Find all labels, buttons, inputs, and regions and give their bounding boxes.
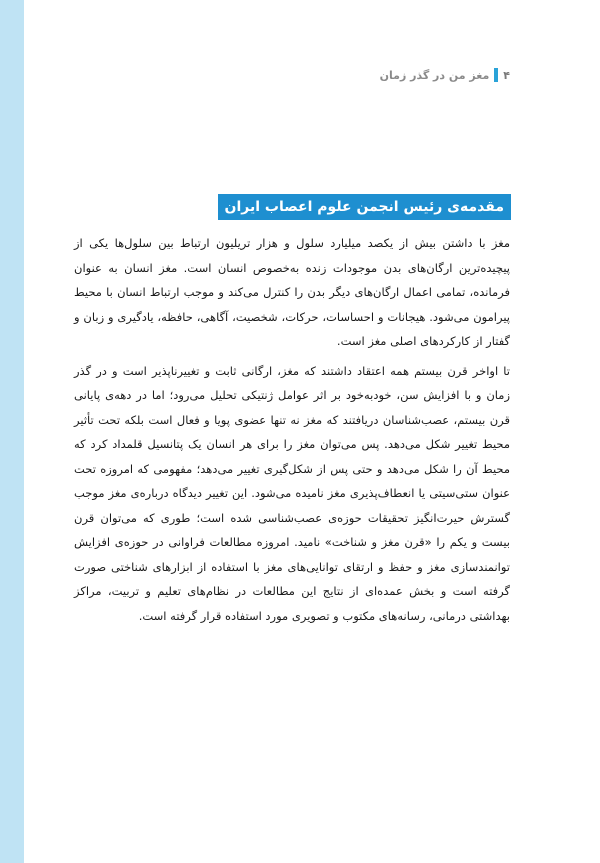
body-text bbox=[74, 231, 510, 633]
book-title: مغز من در گذر زمان bbox=[379, 68, 490, 82]
header-accent-bar bbox=[494, 68, 498, 82]
section-heading: مقدمه‌ی رئیس انجمن علوم اعصاب ایران bbox=[218, 194, 511, 220]
running-header bbox=[380, 68, 510, 82]
paragraph: مغز با داشتن بیش از یکصد میلیارد سلول و هزار تریلیون ارتباط بین سلول‌ها یکی از پیچیده‌ترین ارگان‌های بدن موجودات زنده به‌خصوص انسان است. مغز انسان به عنوان فرمانده، تمامی اعمال ارگان‌های دیگر بدن را کنترل می‌کند و موجب ارتباط انسان با محیط پیرامون می‌شود. هیجانات و احساسات، حرکات، شخصیت، آگاهی، حافظه، یادگیری و زبان و گفتار از کارکردهای اصلی مغز است. bbox=[74, 236, 510, 348]
paragraph: تا اواخر قرن بیستم همه اعتقاد داشتند که مغز، ارگانی ثابت و تغییرناپذیر است و در گذر زمان و با افزایش سن، خودبه‌خود بر اثر عوامل ژنتیکی تحلیل می‌رود؛ اما در دهه‌ی پایانی قرن بیستم، عصب‌شناسان دریافتند که مغز نه تنها عضوی پویا و فعال است بلکه تحت تأثیر محیط تغییر شکل می‌دهد. پس می‌توان مغز را برای هر انسان یک پتانسیل قلمداد کرد که محیط آن را شکل می‌دهد و حتی پس از شکل‌گیری تغییر می‌دهد؛ مفهومی که امروزه تحت عنوان ستی‌سیتی یا انعطاف‌پذیری مغز نامیده می‌شود. این تغییر دیدگاه درباره‌ی مغز موجب گسترش حیرت‌انگیز تحقیقات حوزه‌ی عصب‌شناسی شده است؛ طوری که می‌توان قرن بیست و یکم را «قرن مغز و شناخت» نامید. امروزه مطالعات فراوانی در حوزه‌ی افزایش توانمندسازی مغز و حفظ و ارتقای توانایی‌های مغز با استفاده از ابزارهای شناختی صورت گرفته است و بخش عمده‌ای از نتایج این مطالعات در نظام‌های تعلیم و تربیت، مراکز بهداشتی درمانی، رسانه‌های مکتوب و تصویری مورد استفاده قرار گرفته است. bbox=[74, 363, 510, 623]
page-number: ۴ bbox=[503, 68, 510, 82]
side-strip bbox=[0, 0, 24, 863]
